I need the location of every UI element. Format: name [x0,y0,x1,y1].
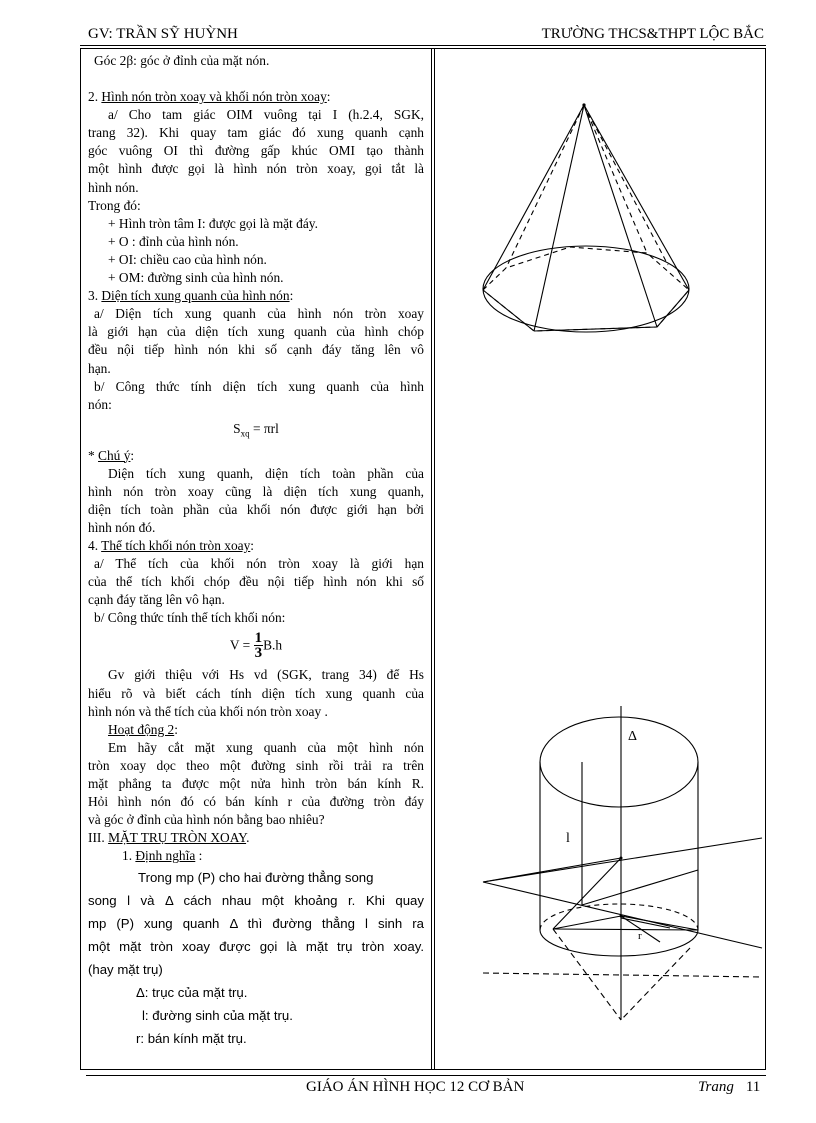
text-line: và góc ở đỉnh của hình nón bằng bao nhiêu? [88,812,325,828]
cone-generatrix-right [584,105,689,290]
note-heading: * Chú ý: [88,447,135,463]
text-line: cạnh đáy tăng lên vô hạn. [88,592,225,608]
text-line: trang 32). Khi quay tam giác đó xung quanh cạnh [88,125,424,141]
text-line: hình nón đó. [88,519,156,535]
text-line: hiểu rõ và biết cách tính diện tích xung quanh của [88,685,424,701]
cylinder-figure [470,690,770,1050]
cone-generatrix-left [483,105,584,290]
text-line: Góc 2β: góc ở đỉnh của mặt nón. [94,53,270,68]
text-line: góc vuông OI thì đường gấp khúc OMI tạo thành [88,143,424,159]
section-heading: 4. Thể tích khối nón tròn xoay: [88,538,255,554]
cone-edge [584,105,647,253]
text-line: Diện tích xung quanh, diện tích toàn phần của [108,465,424,481]
text-line: + O : đỉnh của hình nón. [108,233,239,249]
text-line: là giới hạn của diện tích xung quanh của hình chóp [88,324,424,340]
text-line: + OM: đường sinh của hình nón. [108,270,284,286]
label-delta: Δ [628,729,638,744]
text-line: Hỏi hình nón đó có bán kính r của đường tròn đáy [88,794,424,810]
header-school: TRƯỜNG THCS&THPT LỘC BẮC [541,26,764,42]
text-line: một hình được gọi là hình nón tròn xoay, gọi tắt là [88,161,424,177]
text-line: Em hãy cắt mặt xung quanh của một hình nón [108,739,424,755]
section-heading: 2. Hình nón tròn xoay và khối nón tròn xoay: [88,89,331,105]
section-heading: 3. Diện tích xung quanh của hình nón: [88,288,294,304]
cone-base [483,246,689,332]
page-label: Trang [698,1079,734,1095]
text-line: b/ Công thức tính thể tích khối nón: [94,610,286,626]
text-line: của thể tích khối chóp đều nội tiếp hình nón khi số [88,574,424,590]
plane-line [483,973,762,977]
formula-sxq: $S_{xq} = \pi rl$ [233,420,279,439]
activity-heading: Hoạt động 2: [108,721,178,737]
text-line: + OI: chiều cao của hình nón. [108,251,267,267]
text-line: (hay mặt trụ) [88,961,163,977]
fraction-one-third: $\frac{1}{3}$ [254,630,263,662]
text-line: một mặt tròn xoay được gọi là mặt trụ tròn xoay. [88,938,424,954]
footer-title: GIÁO ÁN HÌNH HỌC 12 CƠ BẢN [306,1079,525,1095]
text-line: hình nón tròn xoay cũng là diện tích xung quanh, [88,483,424,499]
text-line: đều nội tiếp hình nón khi số cạnh đáy tăng lên vô [88,342,424,358]
cylinder-bottom-front [540,930,698,956]
text-line: r: bán kính mặt trụ. [136,1030,247,1046]
text-line: l: đường sinh của mặt trụ. [142,1007,293,1023]
header-rule [80,45,766,46]
text-line: a/ Diện tích xung quanh của hình nón tròn xoay [94,306,424,322]
header-teacher: GV: TRẦN SỸ HUỲNH [88,26,238,42]
plane-line [483,838,762,882]
subsection-heading: 1. Định nghĩa : [122,848,203,864]
text-line: mp (P) xung quanh Δ thì đường thẳng l sinh ra [88,915,424,931]
cylinder-top [540,717,698,807]
text-line: song l và Δ cách nhau một khoảng r. Khi quay [88,892,424,908]
text-line: tròn xoay dọc theo một đường sinh rồi trải ra trên [88,757,424,773]
label-l: l [566,831,570,846]
plane-line [483,882,762,948]
column-divider [431,48,432,1070]
cone-edge [534,105,584,331]
text-line: Trong mp (P) cho hai đường thẳng song [138,869,374,885]
text-line: hình nón và thể tích của khối nón tròn xoay . [88,703,328,719]
left-column [88,52,424,1050]
cone-edge [584,105,657,327]
text-line: + Hình tròn tâm I: được gọi là mặt đáy. [108,215,318,231]
cone-figure [470,90,710,360]
formula-volume: V = $\frac{1}{3}$ B.h [229,630,283,662]
text-line: a/ Thể tích của khối nón tròn xoay là giới hạn [94,556,424,572]
text-line: Trong đó: [88,197,141,213]
footer-page [698,1079,760,1096]
text-line: diện tích toàn phần của khối nón được giới hạn bởi [88,501,424,517]
text-line: a/ Cho tam giác OIM vuông tại I (h.2.4, SGK, [108,107,424,123]
radius-r [621,918,670,928]
cylinder-definition [88,866,424,1050]
section-heading-cylinder: III. MẶT TRỤ TRÒN XOAY. [88,830,250,846]
text-line: Gv giới thiệu với Hs vd (SGK, trang 34) để Hs [108,667,424,683]
cone-edge [506,105,584,268]
footer-rule [86,1075,766,1076]
text-line: hình nón. [88,179,139,195]
cone-edge [584,105,668,265]
text-line: b/ Công thức tính diện tích xung quanh của hình [94,378,424,394]
text-line: mặt phẳng ta được một nửa hình tròn bán kính R. [88,776,424,792]
page-number: 11 [745,1079,761,1095]
column-divider-inner [434,48,435,1070]
text-line: nón: [88,396,112,412]
text-line: Δ: trục của mặt trụ. [136,984,248,1000]
label-r: r [638,930,642,942]
text-line: hạn. [88,360,111,376]
inscribed-polygon [483,247,689,331]
